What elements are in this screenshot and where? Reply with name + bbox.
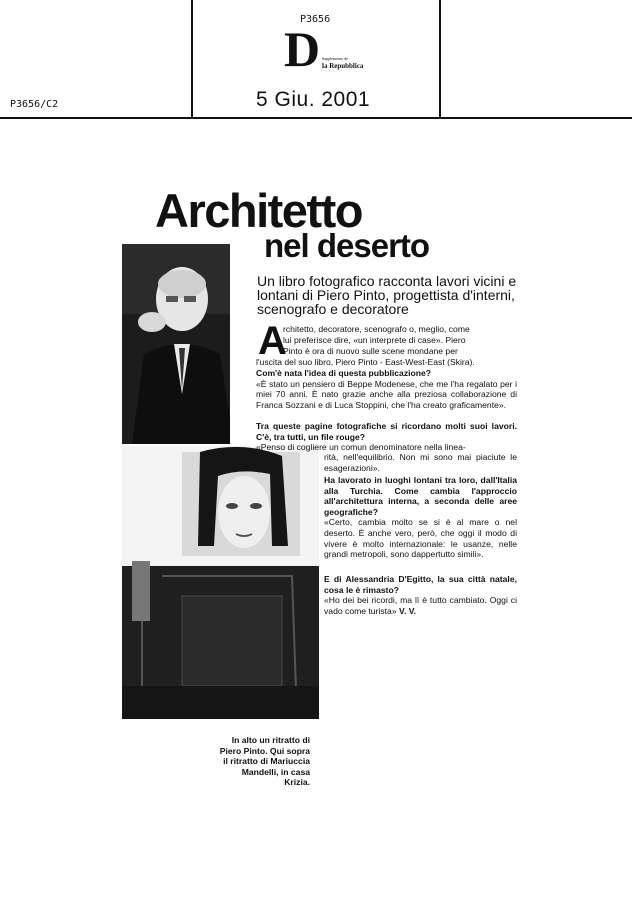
answer-4: «Ho dei bei ricordi, ma lì è tutto cambiato. Oggi ci vado come turista»: [324, 595, 517, 616]
question-3: Ha lavorato in luoghi lontani tra loro, dall'Italia alla Turchia. Come cambia l'approccio all'architettura interna, a seconda delle aree geografiche?: [324, 475, 517, 517]
lead-line-1: rchitetto, decoratore, scenografo o, meglio, come: [283, 324, 470, 334]
header-divider-right: [439, 0, 441, 118]
answer-2-narrow: rità, nell'equilibrio. Non mi sono mai piaciute le esagerazioni».: [324, 452, 517, 473]
header-divider-left: [191, 0, 193, 118]
document-code-left: P3656/C2: [10, 99, 59, 110]
headline-line1: Architetto: [155, 184, 362, 237]
author-signature: V. V.: [399, 605, 417, 616]
question-1: Com'è nata l'idea di questa pubblicazione?: [256, 368, 432, 378]
answer-2-wide: «Penso di cogliere un comun denominatore nella linea-: [256, 442, 466, 453]
answer-1: «È stato un pensiero di Beppe Modenese, che me l'ha regalato per i miei 70 anni. È nato grazie anche alla preziosa collaborazione di Franca Sozzani e di Luca Stoppini, che l'ha creato graficamente».: [256, 378, 517, 410]
headline-line2: nel deserto: [264, 227, 430, 264]
portrait-photo-mariuccia-mandelli: [122, 446, 319, 719]
d-la-repubblica-logo: [284, 21, 364, 77]
qa-block-1: [256, 368, 517, 410]
logo-line2: la Repubblica: [322, 62, 364, 70]
subheadline: Un libro fotografico racconta lavori vicini e lontani di Piero Pinto, progettista d'interni, scenografo e decoratore: [257, 273, 517, 317]
lead-line-4: l'uscita del suo libro, Piero Pinto - East-West-East (Skira).: [256, 357, 475, 367]
qa-block-4: [324, 574, 517, 616]
question-4: E di Alessandria D'Egitto, la sua città natale, cosa le è rimasto?: [324, 574, 517, 595]
portrait-photo-piero-pinto: [122, 244, 243, 444]
lead-line-3: Pinto è ora di nuovo sulle scene mondane per: [283, 346, 458, 356]
document-code-top: P3656: [300, 14, 331, 25]
lead-line-2: lui preferisce dire, «un interprete di case». Piero: [283, 335, 466, 345]
header-rule: [0, 117, 632, 119]
drop-cap: A: [258, 319, 287, 363]
publication-date: 5 Giu. 2001: [256, 88, 371, 111]
logo-letter: D: [284, 21, 321, 77]
logo-line1: Supplemento de: [322, 56, 348, 61]
qa-block-3: [324, 475, 517, 560]
qa-block-2: [256, 421, 517, 453]
photo-caption: In alto un ritratto di Piero Pinto. Qui sopra il ritratto di Mariuccia Mandelli, in casa Krizia.: [219, 735, 310, 788]
answer-3: «Certo, cambia molto se si è al mare o nel deserto. È anche vero, però, che oggi il modo di vivere è molto internazionale: le usanze, nelle grandi metropoli, sono dappertutto simili».: [324, 517, 517, 560]
question-2: Tra queste pagine fotografiche si ricordano molti suoi lavori. C'è, tra tutti, un file rouge?: [256, 421, 517, 442]
